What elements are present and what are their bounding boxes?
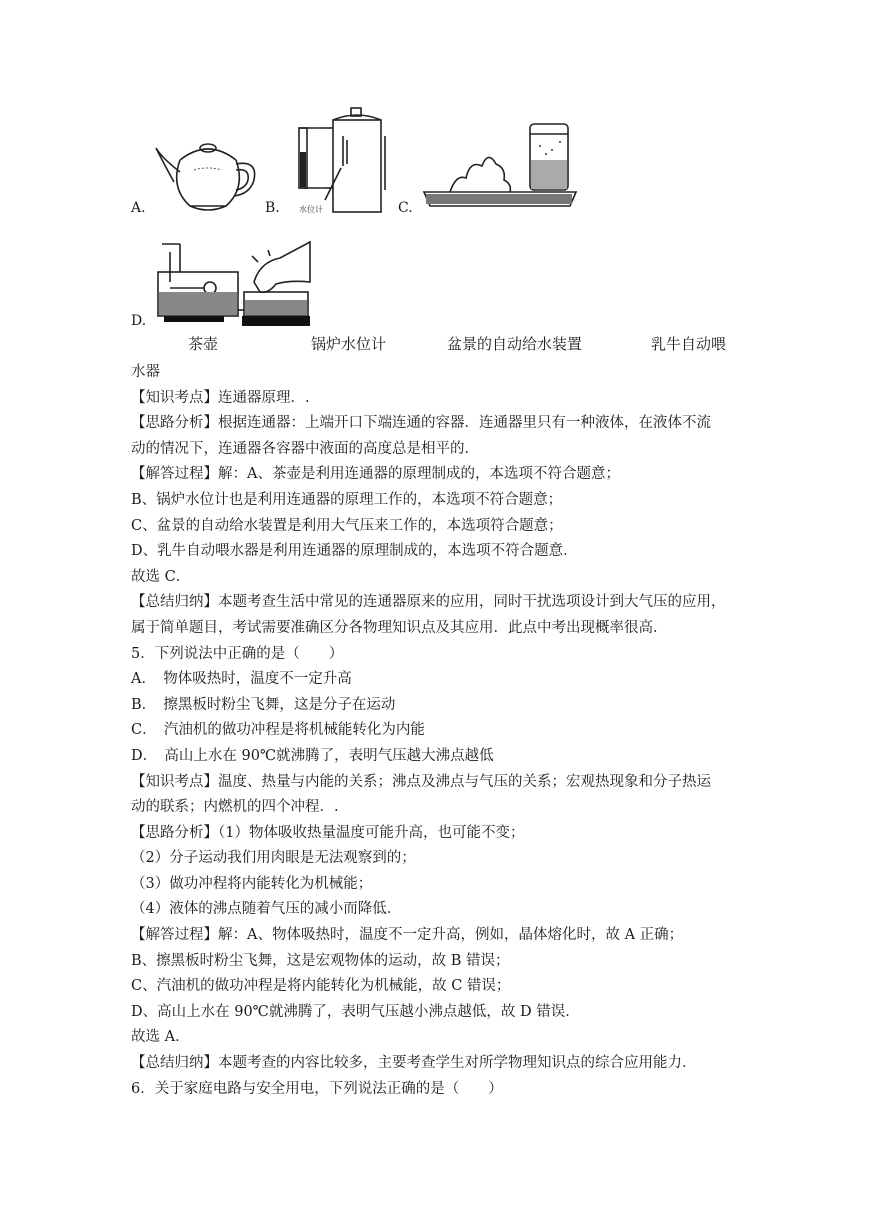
figure-row-2 [0,220,869,330]
solution-line: C、汽油机的做功冲程是将内能转化为机械能，故 C 错误； [131,978,511,995]
figure-captions [0,333,869,357]
caption-cow-drinker: 乳牛自动喂 [651,335,727,353]
boiler-gauge-figure [285,106,395,216]
caption-bonsai: 盆景的自动给水装置 [447,335,583,353]
summary-line: 【总结归纳】本题考查生活中常见的连通器原来的应用，同时干扰选项设计到大气压的应用， [131,594,726,611]
knowledge-point: 【知识考点】连通器原理．. [131,389,310,406]
teapot-figure [150,130,262,218]
knowledge-point: 【知识考点】温度、热量与内能的关系；沸点及沸点与气压的关系；宏观热现象和分子热运 [131,773,711,790]
bonsai-water-figure [420,120,580,216]
answer-line: 故选 C． [131,568,191,585]
analysis-line: （2）分子运动我们用肉眼是无法观察到的； [131,850,416,867]
option-c-label: C. [398,200,413,216]
caption-teapot: 茶壶 [188,335,219,353]
question-5-option-c: C． 汽油机的做功冲程是将机械能转化为内能 [131,722,425,739]
analysis-line: 【思路分析】（1）物体吸收热量温度可能升高，也可能不变； [131,824,525,841]
caption-boiler-gauge: 锅炉水位计 [311,335,387,353]
analysis-line: 【思路分析】根据连通器：上端开口下端连通的容器．连通器里只有一种液体，在液体不流 [131,415,711,432]
option-b-label: B. [265,200,280,216]
answer-line: 故选 A． [131,1029,190,1046]
summary-line: 【总结归纳】本题考查的内容比较多，主要考查学生对所学物理知识点的综合应用能力． [131,1055,697,1072]
analysis-line: （4）液体的沸点随着气压的减小而降低． [131,901,402,918]
solution-line: C、盆景的自动给水装置是利用大气压来工作的，本选项符合题意； [131,517,563,534]
solution-line: B、锅炉水位计也是利用连通器的原理工作的，本选项不符合题意； [131,491,563,508]
option-a-label: A. [131,200,146,216]
gauge-label-text: 水位计 [299,205,323,214]
solution-line: D、乳牛自动喂水器是利用连通器的原理制成的，本选项不符合题意． [131,543,578,560]
solution-line: D、高山上水在 90℃就沸腾了，表明气压越小沸点越低，故 D 错误． [131,1003,580,1020]
question-5-option-b: B． 擦黑板时粉尘飞舞，这是分子在运动 [131,696,396,713]
solution-line: 【解答过程】解：A、物体吸热时，温度不一定升高，例如，晶体熔化时，故 A 正确； [131,927,684,944]
question-5-option-d: D． 高山上水在 90℃就沸腾了，表明气压越大沸点越低 [131,747,494,764]
question-5-option-a: A． 物体吸热时，温度不一定升高 [131,671,352,688]
text-line: 水器 [131,364,160,380]
analysis-line: （3）做功冲程将内能转化为机械能； [131,875,373,892]
knowledge-point: 动的联系；内燃机的四个冲程．. [131,799,339,816]
analysis-line: 动的情况下，连通器各容器中液面的高度总是相平的． [131,440,479,457]
figure-row-1 [0,100,869,220]
question-6: 6．关于家庭电路与安全用电，下列说法正确的是（ ） [131,1080,503,1097]
question-5: 5．下列说法中正确的是（ ） [131,645,344,662]
solution-line: B、擦黑板时粉尘飞舞，这是宏观物体的运动，故 B 错误； [131,952,510,969]
solution-line: 【解答过程】解：A、茶壶是利用连通器的原理制成的，本选项不符合题意； [131,466,620,483]
option-d-label: D. [131,313,147,329]
summary-line: 属于简单题目，考试需要准确区分各物理知识点及其应用．此点中考出现概率很高． [131,619,668,636]
cow-drinker-figure [150,222,312,328]
body-text [131,360,741,1102]
